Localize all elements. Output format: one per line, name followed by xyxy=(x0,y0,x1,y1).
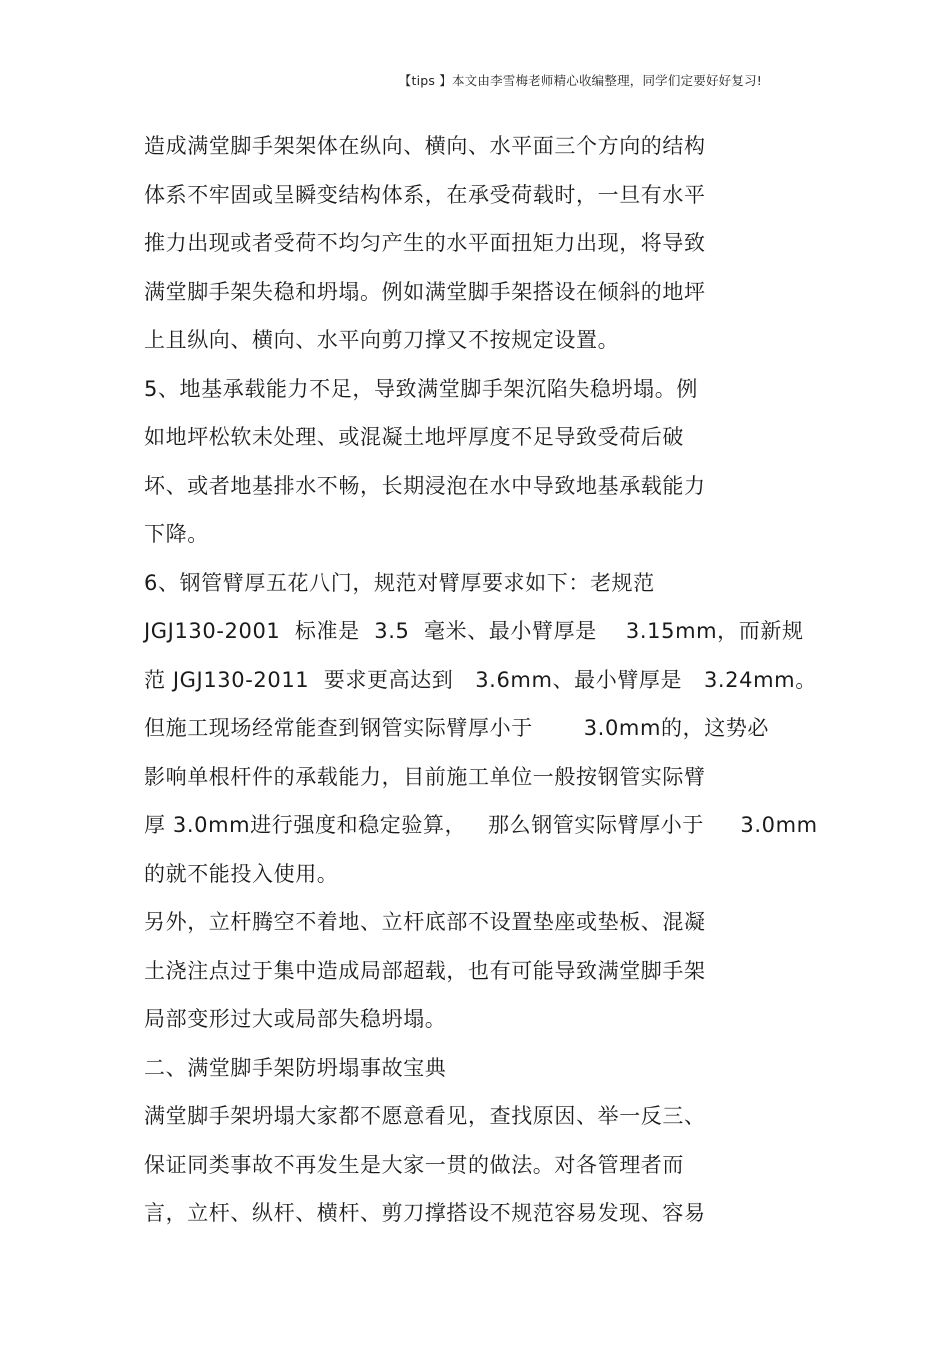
text-line: 另外，立杆腾空不着地、立杆底部不设置垫座或垫板、混凝 xyxy=(144,910,706,934)
text-line: 的就不能投入使用。 xyxy=(144,861,339,886)
document-body xyxy=(144,128,834,1244)
text-line: 厚 3.0mm进行强度和稳定验算， 那么钢管实际臂厚小于 3.0mm xyxy=(144,813,818,837)
text-line: 满堂脚手架坍塌大家都不愿意看见，查找原因、举一反三、 xyxy=(144,1104,706,1128)
text-line: 坏、或者地基排水不畅，长期浸泡在水中导致地基承载能力 xyxy=(144,473,706,498)
text-line: 土浇注点过于集中造成局部超载，也有可能导致满堂脚手架 xyxy=(144,958,706,983)
text-line: 保证同类事故不再发生是大家一贯的做法。对各管理者而 xyxy=(144,1152,684,1177)
text-line: 推力出现或者受荷不均匀产生的水平面扭矩力出现，将导致 xyxy=(144,231,706,255)
text-line: 影响单根杆件的承载能力，目前施工单位一般按钢管实际臂 xyxy=(144,764,706,789)
section-heading: 二、满堂脚手架防坍塌事故宝典 xyxy=(144,1055,447,1080)
text-line: 言，立杆、纵杆、横杆、剪刀撑搭设不规范容易发现、容易 xyxy=(144,1201,706,1225)
header-tips-note: 【tips 】本文由李雪梅老师精心收编整理，同学们定要好好复习! xyxy=(398,73,762,88)
text-line: 满堂脚手架失稳和坍塌。例如满堂脚手架搭设在倾斜的地坪 xyxy=(144,279,706,304)
text-line: 但施工现场经常能查到钢管实际臂厚小于 3.0mm的，这势必 xyxy=(144,716,770,740)
text-line: 5、地基承载能力不足，导致满堂脚手架沉陷失稳坍塌。例 xyxy=(144,376,698,401)
text-line: 造成满堂脚手架架体在纵向、横向、水平面三个方向的结构 xyxy=(144,134,706,158)
text-line: 6、钢管臂厚五花八门，规范对臂厚要求如下：老规范 xyxy=(144,570,655,595)
text-line: JGJ130-2001 标准是 3.5 毫米、最小臂厚是 3.15mm，而新规 xyxy=(144,619,804,643)
text-line: 体系不牢固或呈瞬变结构体系，在承受荷载时，一旦有水平 xyxy=(144,182,706,207)
text-line: 范 JGJ130-2011 要求更高达到 3.6mm、最小臂厚是 3.24mm。 xyxy=(144,667,817,692)
text-line: 如地坪松软未处理、或混凝土地坪厚度不足导致受荷后破 xyxy=(144,425,684,449)
text-line: 上且纵向、横向、水平向剪刀撑又不按规定设置。 xyxy=(144,328,620,352)
text-line: 局部变形过大或局部失稳坍塌。 xyxy=(144,1007,447,1031)
text-line: 下降。 xyxy=(144,522,209,546)
